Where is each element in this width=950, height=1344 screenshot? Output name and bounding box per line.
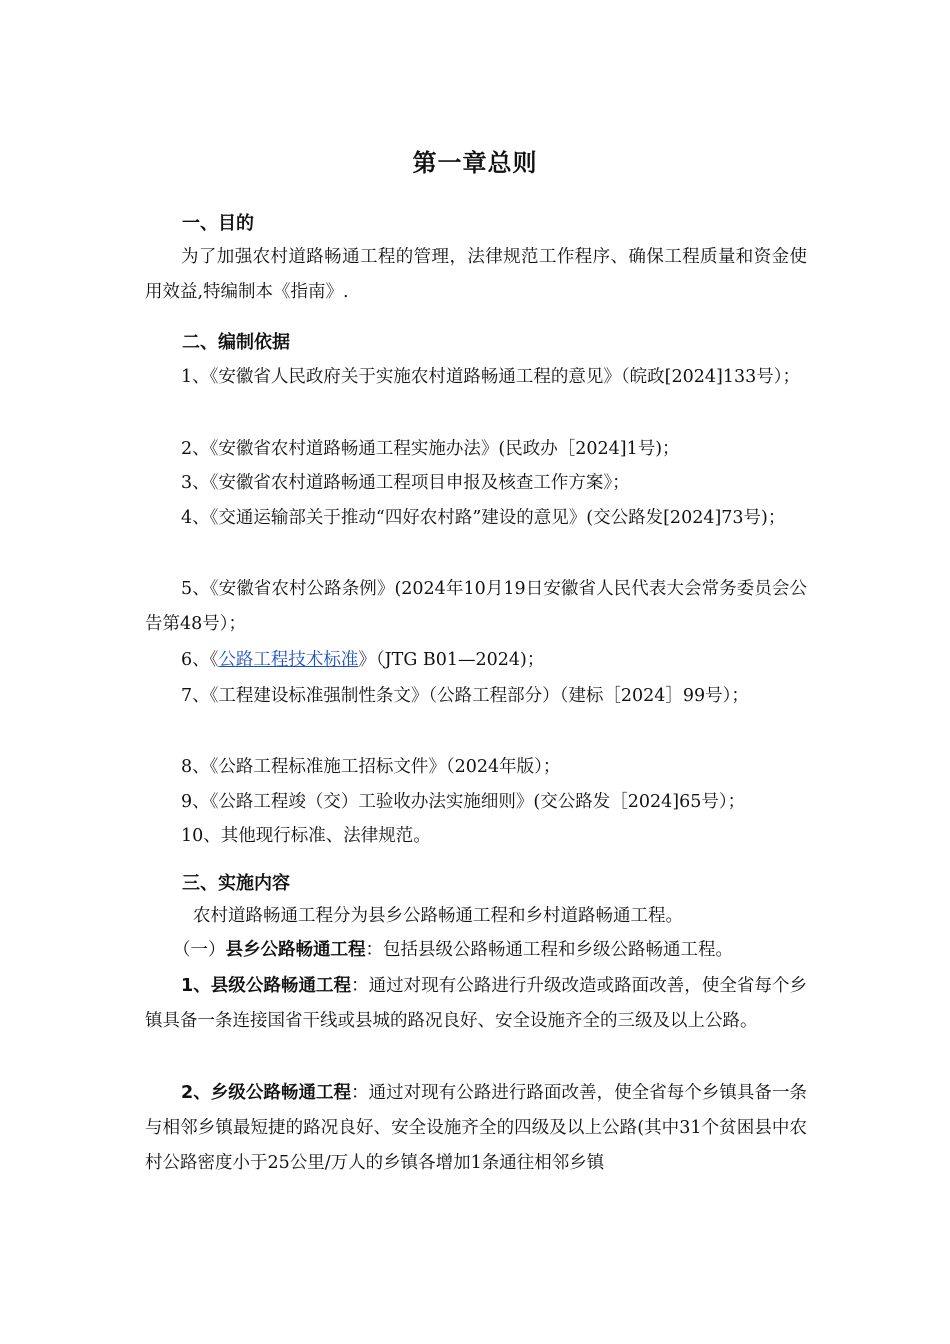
township-road-title: 2、乡级公路畅通工程 [181, 1083, 352, 1103]
basis-item-1: 1、《安徽省人民政府关于实施农村道路畅通工程的意见》（皖政[2024]133号）； [181, 367, 800, 387]
basis-item-6-prefix: 6、《 [181, 650, 219, 670]
content-intro: 农村道路畅通工程分为县乡公路畅通工程和乡村道路畅通工程。 [193, 906, 683, 926]
section-heading-purpose: 一、目的 [182, 213, 254, 234]
section-heading-basis: 二、编制依据 [182, 332, 290, 353]
basis-item-10: 10、其他现行标准、法律规范。 [181, 826, 431, 846]
basis-item-5: 5、《安徽省农村公路条例》(2024年10月19日安徽省人民代表大会常务委员会公告第48号）； [145, 579, 807, 634]
basis-item-3: 3、《安徽省农村道路畅通工程项目申报及核查工作方案》； [181, 473, 630, 493]
township-road-text: ：通过对现有公路进行路面改善，使全省每个乡镇具备一条与相邻乡镇最短捷的路况良好、安全设施齐全的四级及以上公路(其中31个贫困县中农村公路密度小于25公里/万人的乡镇各增加1条通往相邻乡镇 [145, 1083, 807, 1173]
basis-item-2: 2、《安徽省农村道路畅通工程实施办法》(民政办［2024]1号)； [181, 439, 680, 459]
basis-item-6 [145, 643, 807, 678]
basis-item-9: 9、《公路工程竣（交）工验收办法实施细则》(交公路发［2024]65号）； [181, 792, 746, 812]
subsection-county-township [145, 933, 807, 968]
section-heading-content: 三、实施内容 [182, 873, 290, 894]
township-road-paragraph [145, 1076, 807, 1181]
basis-item-8: 8、《公路工程标准施工招标文件》（2024年版）； [181, 757, 561, 777]
county-road-title: 1、县级公路畅通工程 [181, 976, 352, 996]
county-road-paragraph [145, 969, 807, 1039]
subsection-title: 县乡公路畅通工程 [225, 940, 366, 960]
purpose-paragraph: 为了加强农村道路畅通工程的管理，法律规范工作程序、确保工程质量和资金使用效益,特编制本《指南》. [145, 247, 807, 302]
subsection-number: （一） [173, 940, 226, 960]
basis-item-4: 4、《交通运输部关于推动“四好农村路”建设的意见》(交公路发[2024]73号)； [181, 508, 786, 528]
basis-item-6-suffix: 》（JTG B01—2024)； [358, 650, 545, 670]
county-road-text: ：通过对现有公路进行升级改造或路面改善，使全省每个乡镇具备一条连接国省干线或县城的路况良好、安全设施齐全的三级及以上公路。 [145, 976, 807, 1031]
chapter-title: 第一章总则 [412, 149, 538, 177]
highway-standard-link[interactable]: 公路工程技术标准 [218, 650, 359, 670]
basis-item-7: 7、《工程建设标准强制性条文》（公路工程部分）（建标［2024］99号）； [181, 686, 749, 706]
subsection-text: ：包括县级公路畅通工程和乡级公路畅通工程。 [365, 940, 733, 960]
